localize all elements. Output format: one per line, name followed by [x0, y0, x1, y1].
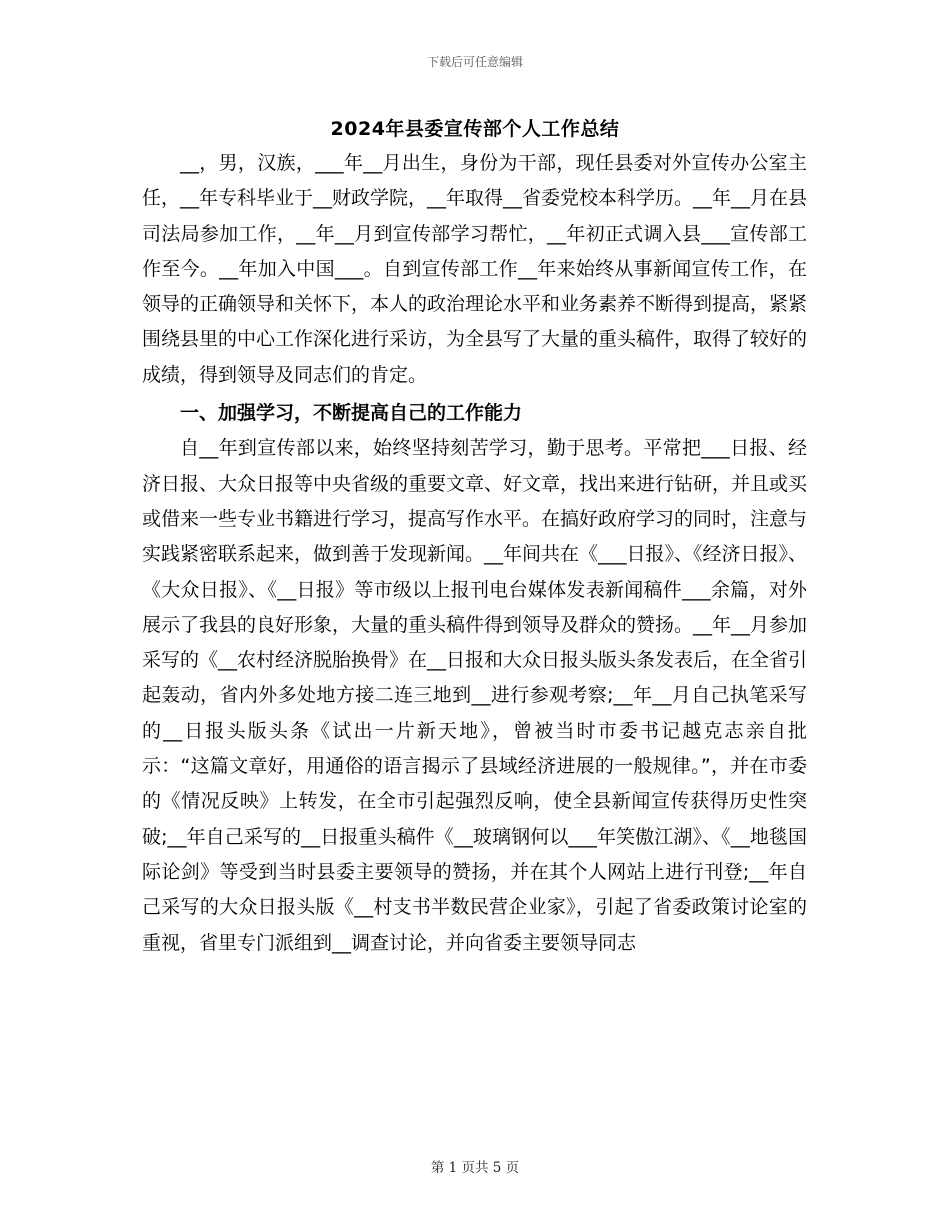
section-heading: 一、加强学习，不断提高自己的工作能力	[180, 402, 523, 425]
intro-paragraph: __，男，汉族，___年__月出生，身份为干部，现任县委对外宣传办公室主任，__年专科毕业于__财政学院，__年取得__省委党校本科学历。__年__月在县司法局参加工作，__年__月到宣传部学习帮忙，__年初正式调入县___宣传部工作至今。__年加入中国___。自到宣传部工作__年来始终从事新闻宣传工作，在领导的正确领导和关怀下，本人的政治理论水平和业务素养不断得到提高，紧紧围绕县里的中心工作深化进行采访，为全县写了大量的重头稿件，取得了较好的成绩，得到领导及同志们的肯定。	[142, 152, 808, 386]
document-title: 2024年县委宣传部个人工作总结	[330, 118, 620, 140]
section-paragraph: 自__年到宣传部以来，始终坚持刻苦学习，勤于思考。平常把___日报、经济日报、大众日报等中央省级的重要文章、好文章，找出来进行钻研，并且或买或借来一些专业书籍进行学习，提高写作水平。在搞好政府学习的同时，注意与实践紧密联系起来，做到善于发现新闻。__年间共在《___日报》、《经济日报》、《大众日报》、《__日报》等市级以上报刊电台媒体发表新闻稿件___余篇，对外展示了我县的良好形象，大量的重头稿件得到领导及群众的赞扬。__年__月参加采写的《__农村经济脱胎换骨》在__日报和大众日报头版头条发表后，在全省引起轰动，省内外多处地方接二连三地到__进行参观考察;__年__月自己执笔采写的__日报头版头条《试出一片新天地》，曾被当时市委书记越克志亲自批示：“这篇文章好，用通俗的语言揭示了县域经济进展的一般规律。”，并在市委的《情况反映》上转发，在全市引起强烈反响，使全县新闻宣传获得历史性突破;__年自己采写的__日报重头稿件《__玻璃钢何以___年笑傲江湖》、《__地毯国际论剑》等受到当时县委主要领导的赞扬，并在其个人网站上进行刊登;__年自己采写的大众日报头版《__村支书半数民营企业家》，引起了省委政策讨论室的重视，省里专门派组到__调查讨论，并向省委主要领导同志	[142, 437, 808, 954]
header-note: 下载后可任意编辑	[426, 55, 523, 69]
document-body	[142, 146, 807, 961]
page-number: 第 1 页共 5 页	[430, 1160, 520, 1176]
